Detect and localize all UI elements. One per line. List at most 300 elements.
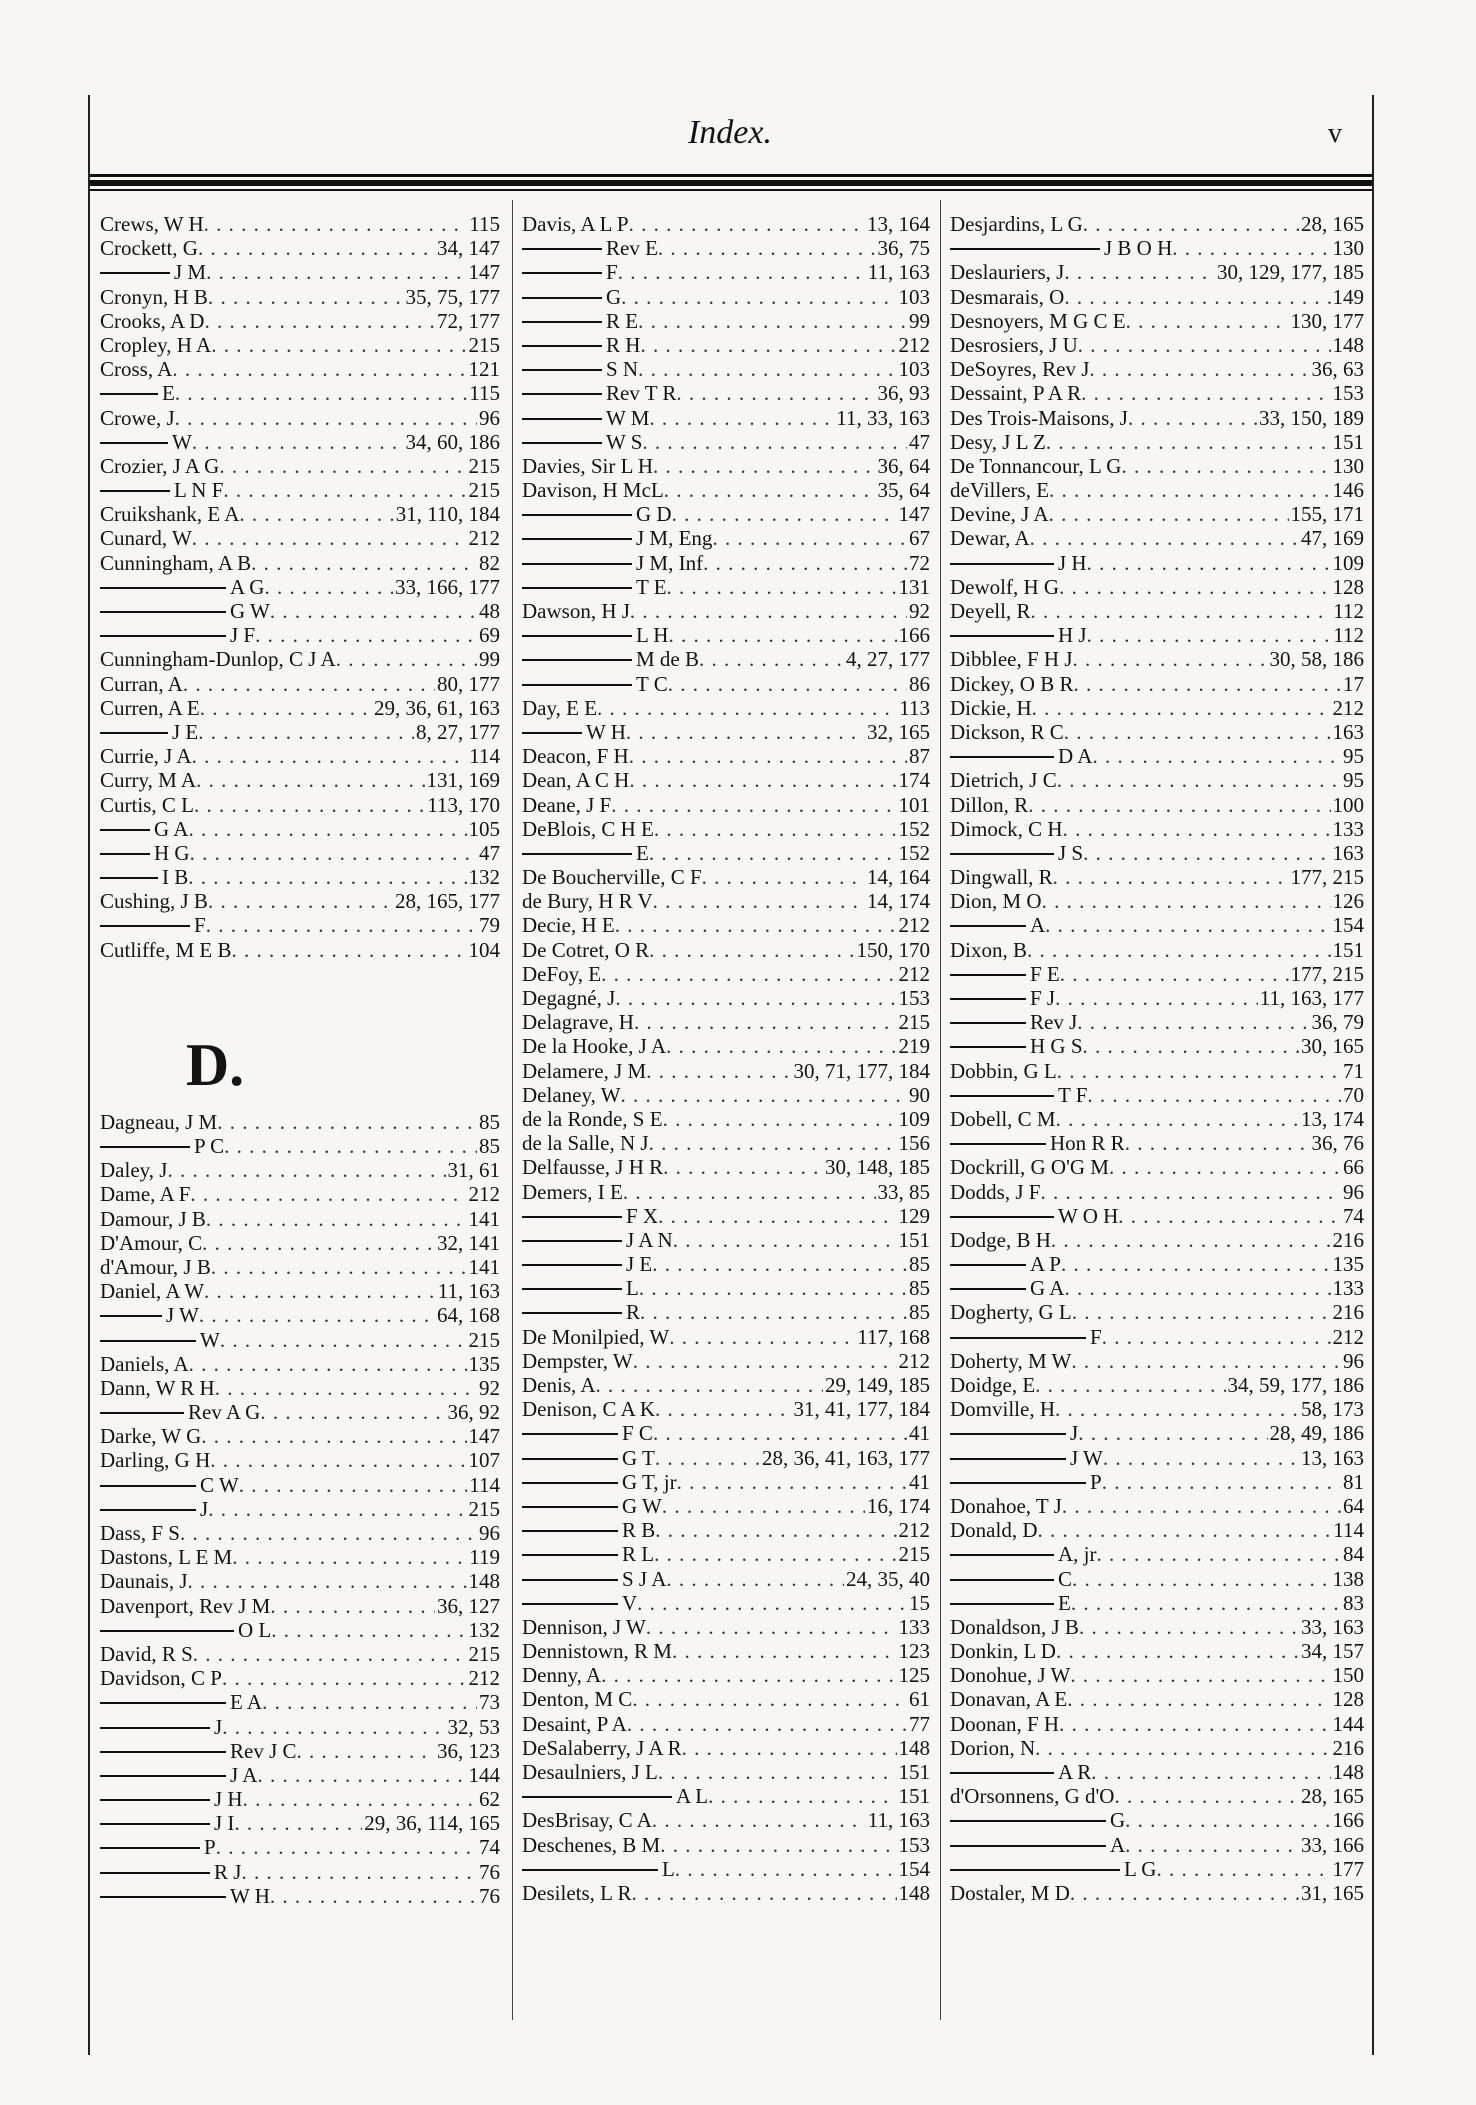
dot-leader bbox=[1060, 962, 1289, 986]
entry-name: De Tonnancour, L G bbox=[950, 453, 1122, 478]
entry-name: Damour, J B bbox=[100, 1206, 206, 1231]
entry-pages: 28, 49, 186 bbox=[1269, 1421, 1364, 1446]
ditto-dash bbox=[950, 1083, 1054, 1097]
entry-pages: 34, 59, 177, 186 bbox=[1227, 1373, 1364, 1397]
entry-name: De Boucherville, C F bbox=[522, 865, 702, 890]
index-entry bbox=[950, 1228, 1364, 1252]
index-entry bbox=[100, 696, 500, 720]
dot-leader bbox=[336, 647, 477, 671]
dot-leader bbox=[666, 1567, 844, 1591]
dot-leader bbox=[672, 502, 897, 526]
dot-leader bbox=[202, 1231, 435, 1255]
index-entry bbox=[950, 623, 1364, 647]
index-entry bbox=[522, 1784, 930, 1808]
index-entry bbox=[950, 1397, 1364, 1421]
index-entry bbox=[950, 236, 1364, 260]
dot-leader bbox=[629, 768, 896, 792]
index-entry bbox=[100, 260, 500, 284]
dot-leader bbox=[646, 1615, 897, 1639]
entry-name: Davies, Sir L H bbox=[522, 453, 654, 478]
entry-name: I B bbox=[162, 865, 189, 890]
entry-name: R H bbox=[606, 332, 641, 357]
entry-pages: 151 bbox=[898, 1227, 930, 1252]
entry-name: Rev T R bbox=[606, 381, 677, 406]
entry-pages: 148 bbox=[1332, 1760, 1364, 1784]
index-entry bbox=[100, 1763, 500, 1787]
entry-name: Deacon, F H bbox=[522, 744, 629, 769]
entry-name: J H bbox=[214, 1787, 243, 1812]
ditto-dash bbox=[522, 309, 602, 323]
index-entry bbox=[100, 841, 500, 865]
entry-pages: 117, 168 bbox=[857, 1324, 930, 1349]
index-entry bbox=[950, 333, 1364, 357]
index-entry bbox=[100, 357, 500, 381]
entry-name: Hon R R bbox=[1050, 1131, 1125, 1156]
dot-leader bbox=[682, 1736, 897, 1760]
ditto-dash bbox=[100, 623, 226, 637]
index-entry bbox=[522, 793, 930, 817]
entry-name: Dennison, J W bbox=[522, 1614, 646, 1639]
dot-leader bbox=[216, 1835, 477, 1859]
entry-name: Dastons, L E M bbox=[100, 1545, 233, 1570]
dot-leader bbox=[210, 1448, 466, 1472]
entry-pages: 36, 75 bbox=[877, 236, 930, 261]
dot-leader bbox=[188, 865, 466, 889]
index-entry bbox=[950, 1736, 1364, 1760]
index-entry bbox=[100, 768, 500, 792]
index-entry bbox=[100, 381, 500, 405]
index-entry bbox=[522, 1542, 930, 1566]
index-entry bbox=[522, 1204, 930, 1228]
entry-name: A P bbox=[1030, 1252, 1061, 1277]
entry-name: Doonan, F H bbox=[950, 1711, 1060, 1736]
dot-leader bbox=[1121, 454, 1330, 478]
entry-name: Daniel, A W bbox=[100, 1279, 205, 1304]
ditto-dash bbox=[100, 599, 226, 613]
entry-pages: 73 bbox=[479, 1690, 500, 1715]
entry-name: Dennistown, R M bbox=[522, 1639, 672, 1664]
index-entry bbox=[522, 575, 930, 599]
entry-pages: 177, 215 bbox=[1290, 865, 1364, 890]
entry-pages: 166 bbox=[898, 623, 930, 648]
index-entry bbox=[100, 599, 500, 623]
ditto-dash bbox=[950, 1760, 1054, 1774]
entry-pages: 212 bbox=[898, 1518, 930, 1543]
dot-leader bbox=[222, 1666, 467, 1690]
entry-name: Desrosiers, J U bbox=[950, 332, 1078, 357]
entry-name: J F bbox=[230, 623, 256, 648]
dot-leader bbox=[658, 1204, 896, 1228]
entry-pages: 29, 36, 61, 163 bbox=[374, 695, 500, 720]
index-entry bbox=[950, 720, 1364, 744]
index-entry bbox=[522, 1349, 930, 1373]
dot-leader bbox=[601, 1663, 896, 1687]
dot-leader bbox=[1125, 1131, 1310, 1155]
entry-pages: 36, 63 bbox=[1311, 357, 1364, 382]
entry-name: P bbox=[1090, 1469, 1102, 1494]
dot-leader bbox=[668, 623, 896, 647]
entry-name: Donaldson, J B bbox=[950, 1614, 1079, 1639]
dot-leader bbox=[623, 1180, 876, 1204]
entry-name: G T bbox=[622, 1445, 655, 1470]
entry-pages: 72, 177 bbox=[437, 308, 500, 333]
ditto-dash bbox=[100, 1303, 162, 1317]
ditto-dash bbox=[522, 1204, 622, 1218]
entry-pages: 215 bbox=[468, 332, 500, 357]
entry-name: L bbox=[626, 1276, 639, 1301]
index-entry bbox=[522, 502, 930, 526]
index-entry bbox=[522, 309, 930, 333]
entry-pages: 13, 163 bbox=[1301, 1445, 1364, 1470]
entry-pages: 132 bbox=[468, 1617, 500, 1642]
index-entry bbox=[950, 1059, 1364, 1083]
entry-pages: 79 bbox=[479, 913, 500, 938]
index-entry bbox=[950, 1300, 1364, 1324]
entry-name: G A bbox=[1030, 1276, 1065, 1301]
entry-pages: 215 bbox=[468, 1641, 500, 1666]
index-entry bbox=[950, 768, 1364, 792]
index-entry bbox=[522, 744, 930, 768]
index-entry bbox=[950, 1470, 1364, 1494]
entry-pages: 35, 75, 177 bbox=[405, 284, 500, 309]
entry-name: Rev J C bbox=[230, 1738, 297, 1763]
entry-pages: 212 bbox=[1332, 695, 1364, 720]
ditto-dash bbox=[522, 1300, 622, 1314]
index-entry bbox=[950, 1446, 1364, 1470]
index-entry bbox=[950, 1494, 1364, 1518]
entry-name: Denis, A bbox=[522, 1373, 596, 1397]
entry-pages: 31, 41, 177, 184 bbox=[793, 1397, 930, 1422]
entry-name: deVillers, E bbox=[950, 478, 1050, 503]
entry-pages: 31, 61 bbox=[447, 1158, 500, 1183]
ditto-dash bbox=[950, 1276, 1026, 1290]
ditto-dash bbox=[522, 236, 602, 250]
index-entry bbox=[522, 1131, 930, 1155]
entry-pages: 174 bbox=[898, 768, 930, 793]
index-entry bbox=[950, 962, 1364, 986]
entry-pages: 103 bbox=[898, 357, 930, 382]
entry-pages: 144 bbox=[1332, 1711, 1364, 1736]
entry-pages: 85 bbox=[909, 1300, 930, 1325]
entry-pages: 29, 149, 185 bbox=[825, 1373, 930, 1397]
dot-leader bbox=[1061, 1252, 1331, 1276]
dot-leader bbox=[211, 333, 466, 357]
dot-leader bbox=[1049, 502, 1289, 526]
index-entry bbox=[522, 1228, 930, 1252]
dot-leader bbox=[1030, 599, 1331, 623]
dot-leader bbox=[1091, 1760, 1330, 1784]
index-entry bbox=[100, 647, 500, 671]
index-entry bbox=[100, 1569, 500, 1593]
index-entry bbox=[950, 1276, 1364, 1300]
entry-pages: 32, 53 bbox=[447, 1714, 500, 1739]
ditto-dash bbox=[950, 1446, 1066, 1460]
dot-leader bbox=[630, 599, 907, 623]
entry-name: Decie, H E bbox=[522, 913, 615, 938]
dot-leader bbox=[629, 744, 907, 768]
dot-leader bbox=[175, 406, 477, 430]
entry-pages: 115 bbox=[469, 381, 500, 406]
ditto-dash bbox=[950, 1591, 1054, 1605]
entry-pages: 80, 177 bbox=[437, 671, 500, 696]
ditto-dash bbox=[522, 1567, 618, 1581]
entry-pages: 30, 129, 177, 185 bbox=[1217, 260, 1364, 285]
entry-pages: 35, 64 bbox=[877, 478, 930, 503]
index-entry bbox=[100, 1666, 500, 1690]
entry-name: V bbox=[622, 1590, 638, 1615]
entry-name: Deyell, R bbox=[950, 599, 1031, 623]
entry-name: Cunard, W bbox=[100, 526, 192, 551]
entry-name: J bbox=[1070, 1421, 1079, 1446]
entry-pages: 33, 150, 189 bbox=[1259, 405, 1364, 430]
dot-leader bbox=[211, 1255, 467, 1279]
entry-pages: 125 bbox=[898, 1663, 930, 1688]
entry-name: E bbox=[1058, 1590, 1071, 1615]
entry-name: Deslauriers, J bbox=[950, 260, 1065, 285]
dot-leader bbox=[196, 768, 424, 792]
dot-leader bbox=[1125, 1833, 1299, 1857]
index-entry bbox=[950, 502, 1364, 526]
dot-leader bbox=[1053, 865, 1289, 889]
page-title: Index. bbox=[687, 114, 772, 151]
index-entry bbox=[950, 1712, 1364, 1736]
dot-leader bbox=[1045, 913, 1330, 937]
dot-leader bbox=[668, 672, 907, 696]
dot-leader bbox=[1156, 1857, 1330, 1881]
entry-name: Desmarais, O bbox=[950, 284, 1065, 309]
entry-name: F J bbox=[1030, 986, 1056, 1010]
ditto-dash bbox=[950, 623, 1054, 637]
entry-pages: 16, 174 bbox=[867, 1493, 930, 1518]
index-entry bbox=[100, 1690, 500, 1714]
dot-leader bbox=[649, 841, 897, 865]
entry-pages: 105 bbox=[468, 816, 500, 841]
dot-leader bbox=[618, 260, 866, 284]
index-entry bbox=[100, 212, 500, 236]
dot-leader bbox=[1097, 1542, 1342, 1566]
dot-leader bbox=[1056, 1107, 1299, 1131]
index-entry bbox=[100, 333, 500, 357]
entry-name: G W bbox=[230, 599, 270, 623]
entry-pages: 147 bbox=[468, 260, 500, 285]
ditto-dash bbox=[100, 381, 158, 395]
dot-leader bbox=[190, 841, 477, 865]
entry-pages: 177 bbox=[1332, 1856, 1364, 1881]
entry-pages: 152 bbox=[898, 816, 930, 841]
entry-name: P C bbox=[194, 1134, 225, 1158]
entry-pages: 113 bbox=[899, 695, 930, 720]
index-entry bbox=[522, 1083, 930, 1107]
dot-leader bbox=[653, 889, 865, 913]
index-entry bbox=[522, 599, 930, 623]
entry-pages: 95 bbox=[1343, 744, 1364, 769]
entry-pages: 130, 177 bbox=[1290, 308, 1364, 333]
index-entry bbox=[522, 1034, 930, 1058]
dot-leader bbox=[1073, 647, 1268, 671]
entry-name: D A bbox=[1058, 744, 1093, 769]
entry-pages: 215 bbox=[468, 1496, 500, 1521]
entry-name: Des Trois-Maisons, J bbox=[950, 405, 1128, 430]
entry-pages: 84 bbox=[1343, 1542, 1364, 1567]
entry-pages: 215 bbox=[898, 1010, 930, 1035]
dot-leader bbox=[188, 1569, 467, 1593]
index-entry bbox=[950, 406, 1364, 430]
section-letter-heading: D. bbox=[185, 1031, 245, 1098]
index-entry bbox=[100, 1376, 500, 1400]
entry-name: d'Amour, J B bbox=[100, 1254, 211, 1279]
entry-name: P bbox=[204, 1835, 216, 1860]
dot-leader bbox=[1057, 1059, 1341, 1083]
dot-leader bbox=[1056, 1639, 1299, 1663]
index-entry bbox=[950, 1542, 1364, 1566]
dot-leader bbox=[652, 1252, 907, 1276]
entry-name: Dockrill, G O'G M bbox=[950, 1155, 1109, 1180]
entry-pages: 113, 170 bbox=[427, 792, 500, 817]
entry-name: d'Orsonnens, G d'O bbox=[950, 1784, 1115, 1809]
index-entry bbox=[522, 406, 930, 430]
entry-name: de la Salle, N J bbox=[522, 1131, 649, 1156]
dot-leader bbox=[1083, 212, 1299, 236]
index-entry bbox=[950, 865, 1364, 889]
index-entry bbox=[522, 333, 930, 357]
dot-leader bbox=[702, 865, 865, 889]
ditto-dash bbox=[522, 502, 632, 516]
dot-leader bbox=[192, 526, 467, 550]
entry-pages: 29, 36, 114, 165 bbox=[364, 1811, 500, 1836]
dot-leader bbox=[1089, 357, 1309, 381]
entry-pages: 212 bbox=[468, 1182, 500, 1207]
ditto-dash bbox=[100, 1763, 226, 1777]
index-entry bbox=[100, 1424, 500, 1448]
dot-leader bbox=[615, 913, 897, 937]
dot-leader bbox=[634, 1010, 897, 1034]
index-entry bbox=[950, 381, 1364, 405]
ditto-dash bbox=[100, 1400, 184, 1414]
dot-leader bbox=[673, 1228, 897, 1252]
entry-pages: 146 bbox=[1332, 478, 1364, 503]
dot-leader bbox=[223, 478, 466, 502]
entry-pages: 129 bbox=[898, 1203, 930, 1228]
entry-name: L G bbox=[1124, 1856, 1157, 1881]
index-entry bbox=[950, 285, 1364, 309]
index-entry bbox=[522, 1059, 930, 1083]
dot-leader bbox=[646, 1059, 791, 1083]
index-entry bbox=[100, 551, 500, 575]
index-entry bbox=[522, 1687, 930, 1711]
dot-leader bbox=[206, 913, 477, 937]
ditto-dash bbox=[100, 1715, 210, 1729]
entry-pages: 156 bbox=[898, 1131, 930, 1156]
entry-pages: 107 bbox=[468, 1448, 500, 1473]
entry-name: Denison, C A K bbox=[522, 1397, 656, 1422]
entry-name: De la Hooke, J A bbox=[522, 1034, 667, 1059]
index-entry bbox=[950, 1034, 1364, 1058]
dot-leader bbox=[658, 1760, 897, 1784]
index-entry bbox=[522, 1736, 930, 1760]
entry-name: Dobbin, G L bbox=[950, 1058, 1057, 1083]
index-entry bbox=[100, 1497, 500, 1521]
ditto-dash bbox=[100, 1835, 200, 1849]
index-entry bbox=[522, 889, 930, 913]
entry-name: J M, Eng bbox=[636, 526, 713, 551]
entry-name: J M bbox=[174, 260, 207, 285]
ditto-dash bbox=[950, 551, 1054, 565]
entry-name: Dann, W R H bbox=[100, 1375, 215, 1400]
index-entry bbox=[100, 526, 500, 550]
entry-name: Dibblee, F H J bbox=[950, 647, 1073, 672]
entry-pages: 131 bbox=[898, 574, 930, 599]
entry-name: Daniels, A bbox=[100, 1351, 189, 1376]
ditto-dash bbox=[522, 720, 582, 734]
ditto-dash bbox=[950, 1252, 1026, 1266]
entry-pages: 215 bbox=[898, 1542, 930, 1567]
entry-pages: 133 bbox=[1332, 816, 1364, 841]
ditto-dash bbox=[950, 1131, 1046, 1145]
dot-leader bbox=[611, 793, 896, 817]
dot-leader bbox=[1064, 1276, 1330, 1300]
ditto-dash bbox=[100, 1328, 196, 1342]
entry-name: W M bbox=[606, 405, 650, 430]
entry-pages: 133 bbox=[898, 1614, 930, 1639]
index-entry bbox=[950, 793, 1364, 817]
index-entry bbox=[100, 1618, 500, 1642]
entry-name: Dame, A F bbox=[100, 1182, 191, 1207]
entry-pages: 33, 163 bbox=[1301, 1614, 1364, 1639]
ditto-dash bbox=[950, 1567, 1054, 1581]
entry-pages: 215 bbox=[468, 478, 500, 503]
entry-pages: 77 bbox=[909, 1711, 930, 1736]
index-entry bbox=[522, 1300, 930, 1324]
dot-leader bbox=[712, 526, 907, 550]
entry-pages: 4, 27, 177 bbox=[846, 647, 930, 672]
entry-name: Desnoyers, M G C E bbox=[950, 308, 1126, 333]
page-header bbox=[90, 100, 1370, 170]
index-entry bbox=[522, 865, 930, 889]
dot-leader bbox=[194, 793, 425, 817]
entry-name: Cropley, H A bbox=[100, 332, 212, 357]
dot-leader bbox=[654, 1542, 896, 1566]
dot-leader bbox=[1078, 1421, 1267, 1445]
entry-pages: 28, 165 bbox=[1301, 212, 1364, 236]
dot-leader bbox=[1067, 1687, 1330, 1711]
entry-name: Day, E E bbox=[522, 695, 598, 720]
dot-leader bbox=[255, 623, 477, 647]
dot-leader bbox=[204, 1279, 436, 1303]
ditto-dash bbox=[100, 260, 170, 274]
dot-leader bbox=[677, 1470, 907, 1494]
entry-pages: 103 bbox=[898, 284, 930, 309]
index-entry bbox=[950, 1567, 1364, 1591]
entry-pages: 81 bbox=[1343, 1469, 1364, 1494]
ditto-dash bbox=[950, 236, 1100, 250]
entry-pages: 85 bbox=[909, 1252, 930, 1277]
entry-name: J S bbox=[1058, 840, 1084, 865]
index-entry bbox=[100, 478, 500, 502]
index-entry bbox=[100, 1787, 500, 1811]
entry-name: Dimock, C H bbox=[950, 816, 1063, 841]
dot-leader bbox=[1028, 793, 1330, 817]
index-entry bbox=[950, 696, 1364, 720]
entry-pages: 216 bbox=[1332, 1735, 1364, 1760]
entry-pages: 99 bbox=[479, 647, 500, 672]
index-entry bbox=[522, 1857, 930, 1881]
entry-name: O L bbox=[238, 1617, 272, 1642]
index-entry bbox=[100, 575, 500, 599]
index-entry bbox=[522, 1760, 930, 1784]
index-entry bbox=[100, 454, 500, 478]
entry-pages: 96 bbox=[1343, 1348, 1364, 1373]
dot-leader bbox=[1064, 260, 1215, 284]
